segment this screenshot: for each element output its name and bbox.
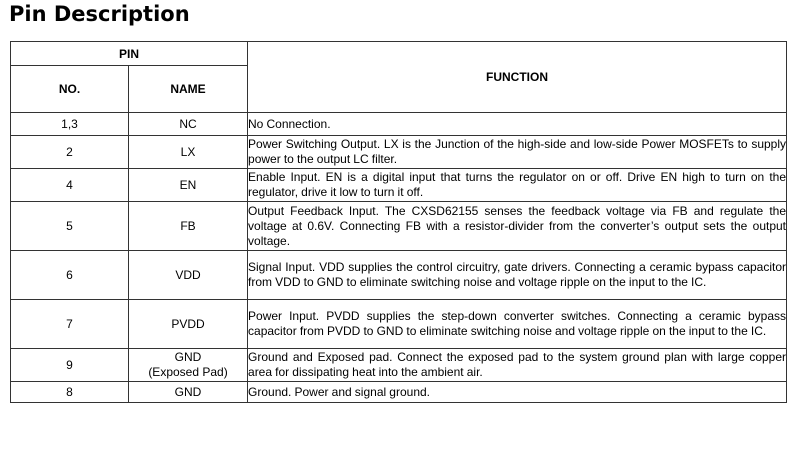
table-row bbox=[11, 136, 787, 169]
pin-name bbox=[129, 169, 248, 202]
pin-number: 5 bbox=[11, 202, 129, 251]
table-row bbox=[11, 113, 787, 136]
pin-function: Enable Input. EN is a digital input that turns the regulator on or off. Drive EN high to turn on the regulator, drive it low to turn it off. bbox=[248, 169, 787, 202]
pin-number: 4 bbox=[11, 169, 129, 202]
pin-name-text: GND bbox=[174, 350, 202, 364]
pin-name-text: LX bbox=[180, 144, 196, 159]
pin-function: Ground and Exposed pad. Connect the exposed pad to the system ground plan with large copper area for dissipating heat into the ambient air. bbox=[248, 349, 787, 382]
pin-name bbox=[129, 300, 248, 349]
table-row bbox=[11, 349, 787, 382]
header-no: NO. bbox=[11, 66, 129, 113]
pin-number: 8 bbox=[11, 382, 129, 403]
pin-number: 9 bbox=[11, 349, 129, 382]
pin-name-text: GND bbox=[174, 384, 202, 399]
table-row bbox=[11, 251, 787, 300]
pin-name-text: VDD bbox=[175, 267, 201, 282]
page-title: Pin Description bbox=[9, 2, 190, 26]
pin-number: 6 bbox=[11, 251, 129, 300]
pin-name bbox=[129, 349, 248, 382]
table-row bbox=[11, 382, 787, 403]
pin-function: Power Input. PVDD supplies the step-down converter switches. Connecting a ceramic bypass capacitor from PVDD to GND to eliminate switching noise and voltage ripple on the input to the IC. bbox=[248, 300, 787, 349]
pin-function: Power Switching Output. LX is the Junction of the high-side and low-side Power MOSFETs to supply power to the output LC filter. bbox=[248, 136, 787, 169]
header-pin: PIN bbox=[11, 42, 248, 66]
pin-name bbox=[129, 382, 248, 403]
pin-name-text: EN bbox=[179, 177, 197, 192]
pin-number: 7 bbox=[11, 300, 129, 349]
pin-number: 1,3 bbox=[11, 113, 129, 136]
pin-name bbox=[129, 202, 248, 251]
pin-name bbox=[129, 251, 248, 300]
pin-function: No Connection. bbox=[248, 113, 787, 136]
header-name: NAME bbox=[129, 66, 248, 113]
table-header-row bbox=[11, 42, 787, 66]
header-function: FUNCTION bbox=[248, 42, 787, 113]
pin-function: Output Feedback Input. The CXSD62155 senses the feedback voltage via FB and regulate the voltage at 0.6V. Connecting FB with a resistor-divider from the converter’s output sets the output voltage. bbox=[248, 202, 787, 251]
pin-name-text: PVDD bbox=[171, 316, 205, 331]
pin-name-text: FB bbox=[180, 218, 196, 233]
table-row bbox=[11, 169, 787, 202]
pin-name-subtext: (Exposed Pad) bbox=[148, 365, 228, 379]
pin-description-table bbox=[10, 41, 787, 403]
pin-name-text: NC bbox=[179, 116, 197, 131]
table-row bbox=[11, 202, 787, 251]
pin-function: Signal Input. VDD supplies the control circuitry, gate drivers. Connecting a ceramic bypass capacitor from VDD to GND to eliminate switching noise and voltage ripple on the input to the IC. bbox=[248, 251, 787, 300]
pin-number: 2 bbox=[11, 136, 129, 169]
pin-function: Ground. Power and signal ground. bbox=[248, 382, 787, 403]
table-row bbox=[11, 300, 787, 349]
pin-name bbox=[129, 113, 248, 136]
pin-name bbox=[129, 136, 248, 169]
